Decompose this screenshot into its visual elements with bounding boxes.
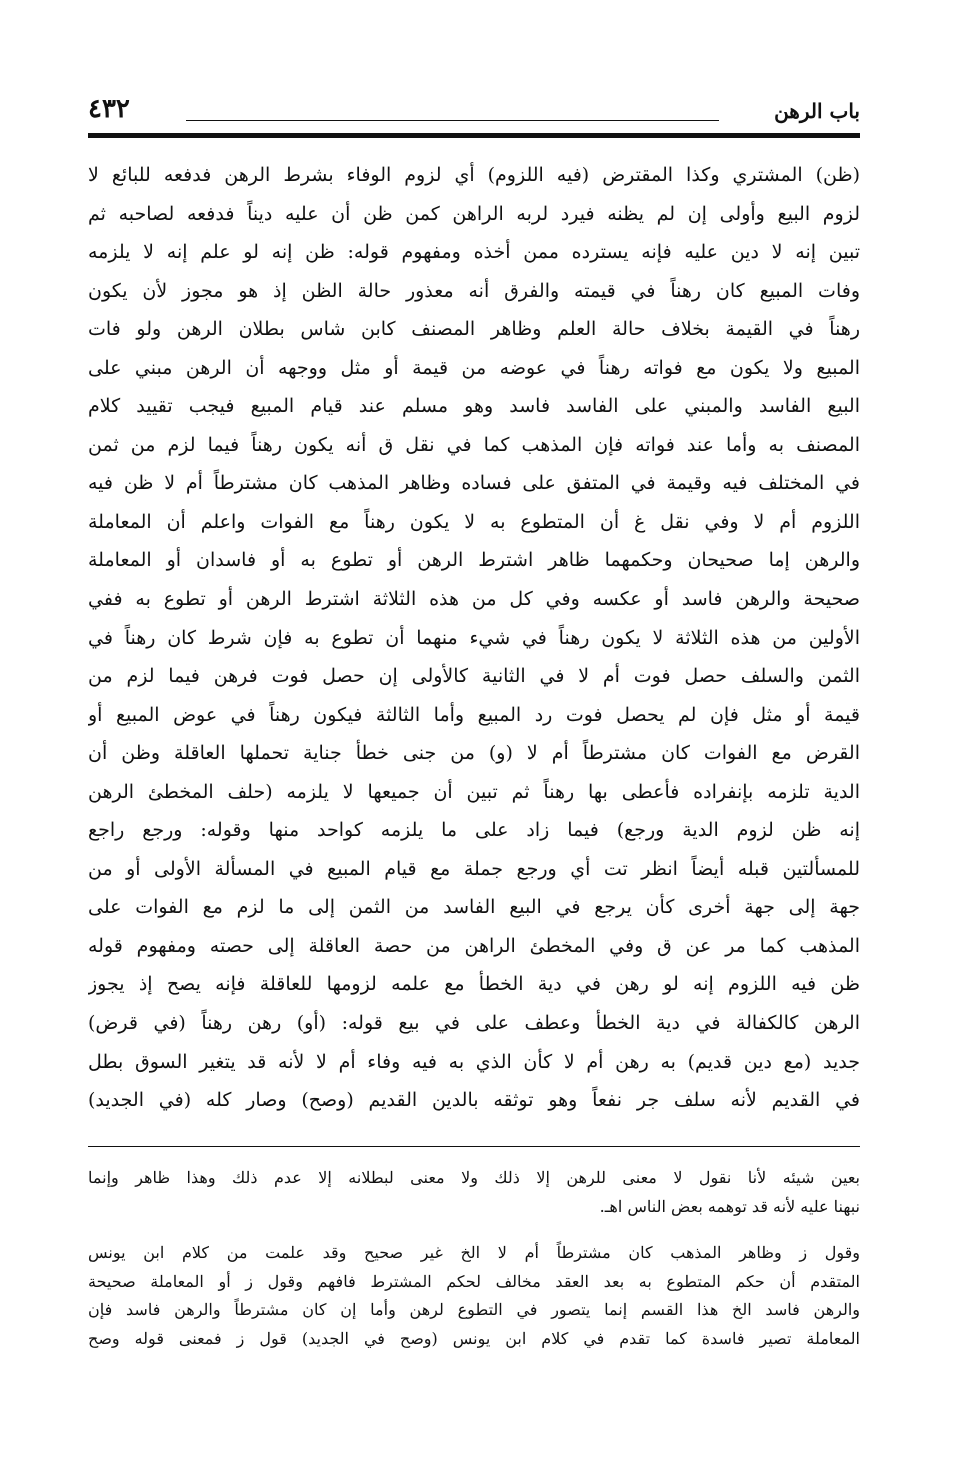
text-line: في القديم لأنه سلف جر نفعاً وهو توثقه بالدين القديم (وصح) وصار كله (في الجديد): [88, 1089, 860, 1112]
footnote-line: المتقدم أن حكم المتطوع به بعد العقد مخالف لحكم المشترط فافهم وقول ز أو المعاملة صحيحة: [88, 1271, 860, 1291]
text-line: القرض مع الفوات كان مشترطاً أم لا (و) من جنى خطأ جناية تحملها العاقلة وظن أن: [88, 742, 860, 765]
text-line: رهناً في القيمة بخلاف حالة العلم وظاهر المصنف كابن شاس بطلان الرهن ولو فات: [88, 318, 860, 341]
footnote-line: وقول ز وظاهر المذهب كان مشترطاً أم لا الخ غير صحيح وقد علمت من كلام ابن يونس: [88, 1243, 860, 1262]
text-line: المذهب كما مر عن ق وفي المخطئ الراهن من حصة العاقلة إلى حصته ومفهوم قوله: [88, 934, 860, 957]
text-line: الدية تلزمه بإنفراده فأعطى بها رهناً ثم تبين أن جميعها لا يلزمه (حلف المخطئ الرهن: [88, 780, 860, 803]
footnote-line: نبهنا عليه لأنه قد توهمه بعض الناس اهـ.: [599, 1196, 860, 1216]
text-line: تبين إنه لا دين عليه فإنه يسترده ممن أخذه ومفهوم قوله: ظن إنه لو علم إنه لا يلزمه: [88, 241, 860, 264]
text-line: البيع الفاسد والمبني على الفاسد فاسد وهو مسلم عند قيام المبيع فيجب تقييد كلام: [88, 395, 860, 418]
header-rule: [186, 120, 719, 121]
text-line: قيمة أو مثل فإن لم يحصل فوت رد المبيع وأما الثالثة فيكون رهناً في عوض المبيع أو: [88, 703, 860, 726]
text-line: الأولين من هذه الثلاثة لا يكون رهناً في شيء منهما أن تطوع به فإن شرط كان رهناً في: [88, 626, 860, 649]
text-line: صحيحة والرهن فاسد أو عكسه وفي كل من هذه الثلاثة اشترط الرهن أو تطوع به ففي: [88, 588, 860, 611]
text-line: الرهن كالكفالة في دية الخطأ وعطف على في بيع قوله: (أو) رهن رهناً (في قرض): [88, 1012, 860, 1035]
footnotes: [88, 1164, 860, 1353]
footnote-line: والرهن فاسد الخ هذا القسم إنما يتصور في التطوع لرهن وأما إن كان مشترطاً والرهن فاسد فإن: [88, 1300, 860, 1319]
text-line: جديد (مع دين قديم) به رهن أم لا كأن الذي به فيه وفاء أم لا لأنه قد يتغير السوق بطل: [88, 1050, 860, 1073]
main-text: [88, 156, 860, 1120]
text-line: للمسألتين قبله أيضاً انظر تت أي ورجع جملة مع قيام المبيع في المسألة الأولى أو من: [88, 857, 860, 880]
text-line: المبيع ولا يكون مع فواته رهناً في عوضه من قيمة أو مثل ووجهه أن الرهن مبني على: [88, 356, 860, 379]
text-line: اللزوم أم لا وفي نقل غ أن المتطوع به لا يكون رهناً مع الفوات واعلم أن المعاملة: [88, 510, 860, 533]
text-line: والرهن إما صحيحان وحكمهما ظاهر اشترط الرهن أو تطوع به أو فاسدان أو المعاملة: [88, 549, 860, 572]
footnote-line: المعاملة تصير فاسدة كما تقدم في كلام ابن يونس (وصح في الجديد) قول ز فمعنى قوله وصح: [88, 1328, 860, 1348]
text-line: في المختلف فيه وقيمة في المتفق على فساده وظاهر المذهب كان مشترطاً أم لا ظن فيه: [88, 472, 860, 495]
chapter-title: باب الرهن: [774, 99, 860, 123]
text-line: ظن فيه اللزوم إنه لو رهن في دية الخطأ مع علمه لزومها للعاقلة فإنه يصح إذ يجوز: [88, 973, 860, 996]
text-line: جهة إلى جهة أخرى كأن يرجع في البيع الفاسد من الثمن إلى ما لزم مع الفوات على: [88, 896, 860, 919]
text-line: الثمن والسلف حصل فوت أم لا في الثانية كالأولى إن حصل فوت فرهن فيما لزم من: [88, 665, 860, 688]
text-line: إنه ظن لزوم الدية ورجع) فيما زاد على ما يلزمه كواحد منها وقوله: ورجع راجع: [88, 819, 860, 842]
text-line: وفات المبيع كان رهناً في قيمته والفرق أنه معذور حالة الظن إذ هو مجوز لأن يكون: [88, 279, 860, 302]
text-line: لزوم البيع وأولى إن لم يظنه فيرد لربه الراهن كمن ظن أن عليه ديناً فدفعه لصاحبه ثم: [88, 202, 860, 225]
page-number: ٤٣٢: [88, 94, 130, 124]
header-divider: [88, 133, 860, 138]
footnote-line: بعين شيئه لأنا نقول لا معنى للرهن إلا ذلك ولا معنى لبطلانه إلا عدم ذلك وهذا ظاهر وإنما: [88, 1168, 860, 1187]
text-line: (ظن) المشتري وكذا المقترض (فيه اللزوم) أي لزوم الوفاء بشرط الرهن فدفعه للبائع لا: [88, 164, 860, 186]
footnote-divider: [88, 1146, 860, 1147]
text-line: المصنف به وأما عند فواته فإن المذهب كما في نقل ق أنه يكون رهناً فيما لزم من ثمن: [88, 433, 860, 456]
